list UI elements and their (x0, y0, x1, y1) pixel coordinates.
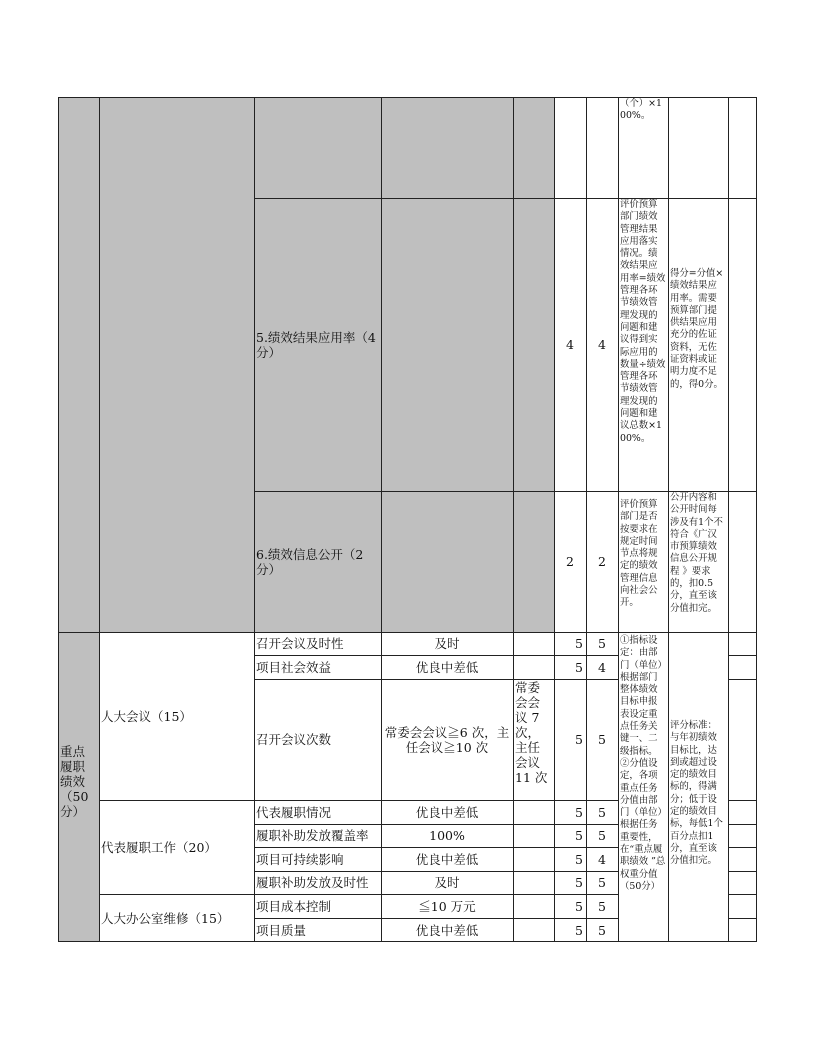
grid-line (381, 97, 382, 942)
table-border (58, 97, 59, 942)
rule-cell-c: 公开内容和公开时间每涉及有1个不符合《广汉市预算绩效信息公开规程 》要求的，扣0.5分，直至该分值扣完。 (670, 492, 723, 614)
table-row-score: 5 (598, 828, 606, 843)
table-row-weight: 5 (575, 732, 583, 747)
project-office-repair: 人大办公室维修（15） (101, 910, 230, 926)
score-cell-b: 4 (598, 337, 606, 352)
upper-actual-cell-c (513, 491, 554, 632)
grid-line (728, 800, 757, 801)
grid-line (99, 800, 618, 801)
grid-line (254, 491, 757, 492)
grid-line (586, 97, 587, 942)
table-row-indicator: 项目社会效益 (256, 659, 332, 675)
grid-line (58, 632, 757, 633)
table-border (58, 97, 757, 98)
table-border (58, 941, 757, 942)
grid-line (254, 824, 618, 825)
table-row-weight: 5 (575, 828, 583, 843)
rule-cell-lower: 评分标准：与年初绩效目标比，达到或超过设定的绩效目标的，得满分；低于设定的绩效目标，每低1个百分点扣1分，直至该分值扣完。 (670, 720, 723, 867)
upper-project-cell (99, 97, 254, 632)
table-row-score: 5 (598, 804, 606, 820)
table-row-target: 优良中差低 (415, 804, 479, 820)
table-row-weight: 5 (575, 875, 583, 890)
grid-line (99, 894, 618, 895)
upper-category-cell (58, 97, 99, 632)
upper-target-cell-a (381, 97, 513, 198)
grid-line (728, 824, 757, 825)
grid-line (99, 97, 100, 942)
table-row-indicator: 项目可持续影响 (256, 851, 344, 867)
grid-line (728, 679, 757, 680)
weight-cell-b: 4 (566, 337, 574, 352)
table-row-target: ≦10 万元 (418, 898, 476, 914)
project-deputy-duty: 代表履职工作（20） (101, 839, 217, 855)
table-row-score: 5 (598, 732, 606, 747)
indicator-performance-result-application: 5.绩效结果应用率（4分） (254, 198, 381, 491)
table-row-weight: 5 (575, 804, 583, 820)
grid-line (728, 918, 757, 919)
rule-cell-b: 得分=分值×绩效结果应用率。需要预算部门提供结果应用充分的佐证资料，无佐证资料或证明力度不足的，得0分。 (670, 268, 724, 390)
table-row-target: 优良中差低 (415, 851, 479, 867)
table-row-weight: 5 (575, 898, 583, 914)
upper-indicator-cell-a (254, 97, 381, 198)
table-row-weight: 5 (575, 659, 583, 675)
table-row-target: 及时 (434, 875, 460, 890)
indicator-performance-info-disclosure: 6.绩效信息公开（2分） (254, 491, 381, 632)
upper-actual-cell-b (513, 198, 554, 491)
category-key-performance: 重点履职绩效（50分） (58, 632, 99, 942)
table-row-indicator: 履职补助发放覆盖率 (256, 828, 369, 843)
grid-line (254, 918, 618, 919)
table-row-target: 及时 (434, 636, 460, 651)
grid-line (254, 655, 618, 656)
table-row-score: 4 (598, 851, 606, 867)
grid-line (554, 97, 555, 942)
grid-line (728, 894, 757, 895)
upper-actual-cell-a (513, 97, 554, 198)
table-row-weight: 5 (575, 922, 583, 938)
upper-target-cell-b (381, 198, 513, 491)
grid-line (513, 97, 514, 942)
upper-target-cell-c (381, 491, 513, 632)
table-row-actual: 常委会会议 7 次，主任会议 11 次 (515, 680, 548, 785)
grid-line (668, 97, 669, 942)
weight-cell-c: 2 (566, 554, 574, 569)
basis-cell-a: （个）×100%。 (620, 98, 662, 122)
grid-line (618, 97, 619, 942)
table-row-target: 优良中差低 (415, 922, 479, 938)
table-row-target: 常委会会议≧6 次，主任会议≧10 次 (384, 724, 510, 755)
basis-cell-b: 评价预算部门绩效管理结果应用落实情况。绩效结果应用率=绩效管理各环节绩效管理发现的问题和建议得到实际应用的数量÷绩效管理各环节绩效管理发现的问题和建议总数×100%。 (620, 199, 666, 444)
table-row-indicator: 召开会议及时性 (256, 636, 344, 651)
basis-cell-c: 评价预算部门是否按要求在规定时间节点将规定的绩效管理信息向社会公开。 (620, 499, 658, 609)
grid-line (728, 97, 729, 942)
table-row-score: 5 (598, 875, 606, 890)
table-row-score: 4 (598, 659, 606, 675)
table-row-target: 100% (429, 828, 465, 843)
table-row-indicator: 项目成本控制 (256, 898, 332, 914)
table-row-score: 5 (598, 636, 606, 651)
table-row-indicator: 履职补助发放及时性 (256, 875, 369, 890)
table-border (756, 97, 757, 942)
grid-line (728, 871, 757, 872)
grid-line (728, 847, 757, 848)
table-row-target: 优良中差低 (415, 659, 479, 675)
grid-line (728, 655, 757, 656)
grid-line (254, 97, 255, 942)
table-row-score: 5 (598, 898, 606, 914)
project-npc-meeting: 人大会议（15） (101, 708, 192, 724)
table-row-indicator: 召开会议次数 (256, 732, 332, 747)
table-row-weight: 5 (575, 851, 583, 867)
grid-line (254, 847, 618, 848)
basis-cell-lower: ①指标设定：由部门（单位）根据部门整体绩效目标申报表设定重点任务关键一、二级指标。②分值设定，各项重点任务分值由部门（单位）根据任务重要性，在“重点履职绩效 ”总权重分值（50分） (620, 635, 666, 892)
grid-line (254, 198, 757, 199)
table-row-score: 5 (598, 922, 606, 938)
table-row-weight: 5 (575, 636, 583, 651)
grid-line (254, 871, 618, 872)
grid-line (254, 679, 618, 680)
score-cell-c: 2 (598, 554, 606, 569)
table-row-indicator: 代表履职情况 (256, 804, 332, 820)
table-row-indicator: 项目质量 (256, 922, 307, 938)
